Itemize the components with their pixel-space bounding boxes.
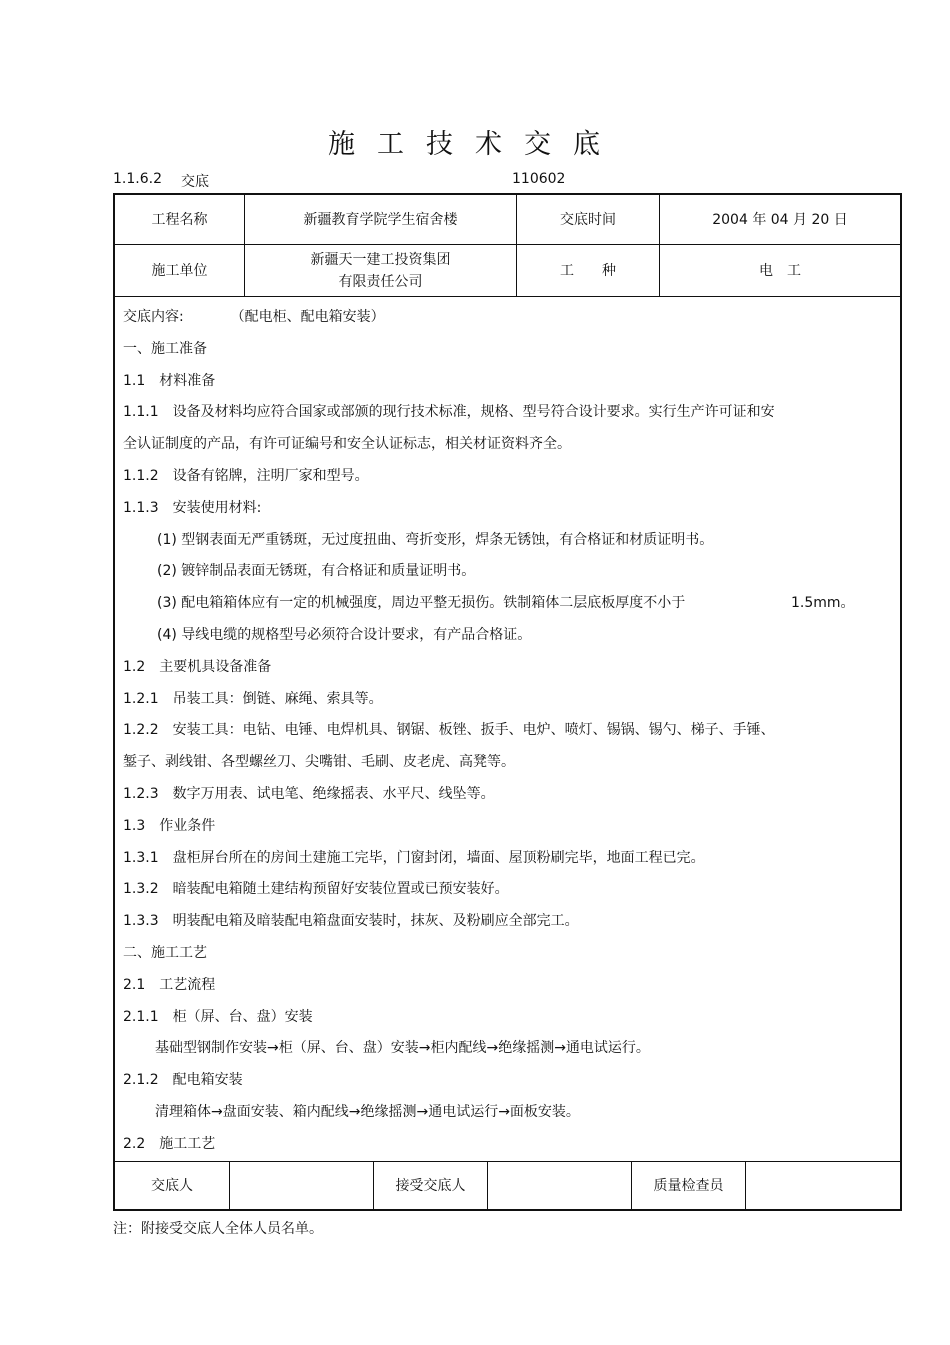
content-line: 全认证制度的产品，有许可证编号和安全认证标志，相关材证资料齐全。 (123, 436, 571, 453)
content-line: 一、施工准备 (123, 340, 207, 357)
trade-label: 工 种 (560, 262, 616, 279)
content-line-text: (3) 配电箱箱体应有一定的机械强度，周边平整无损伤。铁制箱体二层底板厚度不小于 (157, 595, 686, 612)
content-line: 二、施工工艺 (123, 944, 207, 961)
handover-form (113, 193, 902, 1211)
content-line: 1.3.1 盘柜屏台所在的房间土建施工完毕，门窗封闭，墙面、屋顶粉刷完毕，地面工程已完。 (123, 849, 705, 866)
doc-code: 1.1.6.2 (113, 171, 162, 187)
receiver-field[interactable] (488, 1162, 631, 1210)
content-line: 1.3.2 暗装配电箱随土建结构预留好安装位置或已预安装好。 (123, 881, 509, 898)
content-heading (123, 302, 893, 334)
content-line: 1.1.1 设备及材料均应符合国家或部颁的现行技术标准，规格、型号符合设计要求。实行生产许可证和安 (123, 404, 775, 421)
doc-number: 110602 (512, 171, 566, 187)
content-line: 1.1.2 设备有铭牌，注明厂家和型号。 (123, 467, 369, 484)
content-line: (4) 导线电缆的规格型号必须符合设计要求，有产品合格证。 (157, 626, 532, 643)
row-divider (115, 296, 900, 297)
content-body (123, 302, 893, 1161)
content-line: 1.2 主要机具设备准备 (123, 658, 272, 675)
project-name-label: 工程名称 (151, 211, 208, 228)
doc-code-label: 交底 (181, 174, 209, 190)
content-line: 2.1.1 柜（屏、台、盘）安装 (123, 1008, 313, 1025)
content-line (123, 588, 893, 620)
content-line: 1.3.3 明装配电箱及暗装配电箱盘面安装时，抹灰、及粉刷应全部完工。 (123, 913, 579, 930)
date-label: 交底时间 (560, 211, 616, 228)
content-line: 1.3 作业条件 (123, 817, 216, 834)
inspector-field[interactable] (746, 1162, 900, 1210)
trade-value: 电 工 (759, 262, 801, 279)
content-line: 2.1 工艺流程 (123, 976, 216, 993)
content-line: 1.1.3 安装使用材料: (123, 499, 262, 516)
content-heading-value: （配电柜、配电箱安装） (230, 309, 385, 325)
content-heading-label: 交底内容: (123, 309, 184, 325)
content-line: 基础型钢制作安装→柜（屏、台、盘）安装→柜内配线→绝缘摇测→通电试运行。 (155, 1040, 650, 1057)
handover-person-label: 交底人 (151, 1178, 193, 1194)
content-line: 2.1.2 配电箱安装 (123, 1072, 243, 1089)
content-line: 1.2.1 吊装工具：倒链、麻绳、索具等。 (123, 690, 383, 707)
unit-line-1: 新疆天一建工投资集团 (310, 251, 451, 268)
content-line: (2) 镀锌制品表面无锈斑，有合格证和质量证明书。 (157, 563, 476, 580)
handover-person-field[interactable] (230, 1162, 373, 1210)
content-line: 清理箱体→盘面安装、箱内配线→绝缘摇测→通电试运行→面板安装。 (155, 1103, 580, 1120)
unit-label: 施工单位 (151, 262, 208, 279)
content-line: 1.2.3 数字万用表、试电笔、绝缘摇表、水平尺、线坠等。 (123, 785, 495, 802)
unit-line-2: 有限责任公司 (338, 273, 423, 290)
content-line: 2.2 施工工艺 (123, 1135, 216, 1152)
footnote: 注：附接受交底人全体人员名单。 (113, 1221, 323, 1237)
content-line: 錾子、剥线钳、各型螺丝刀、尖嘴钳、毛刷、皮老虎、高凳等。 (123, 754, 515, 771)
content-line: (1) 型钢表面无严重锈斑，无过度扭曲、弯折变形，焊条无锈蚀，有合格证和材质证明书。 (157, 531, 714, 548)
unit-value (245, 245, 516, 296)
receiver-label: 接受交底人 (395, 1178, 466, 1194)
content-line: 1.2.2 安装工具：电钻、电锤、电焊机具、钢锯、板锉、扳手、电炉、喷灯、锡锅、锡勺、梯子、手锤、 (123, 722, 775, 739)
page-title: 施工技术交底 (328, 129, 622, 160)
thickness-value: 1.5mm。 (791, 595, 855, 612)
project-name-value: 新疆教育学院学生宿舍楼 (303, 211, 458, 228)
content-line: 1.1 材料准备 (123, 372, 216, 389)
inspector-label: 质量检查员 (653, 1178, 724, 1194)
date-value: 2004 年 04 月 20 日 (712, 211, 848, 228)
